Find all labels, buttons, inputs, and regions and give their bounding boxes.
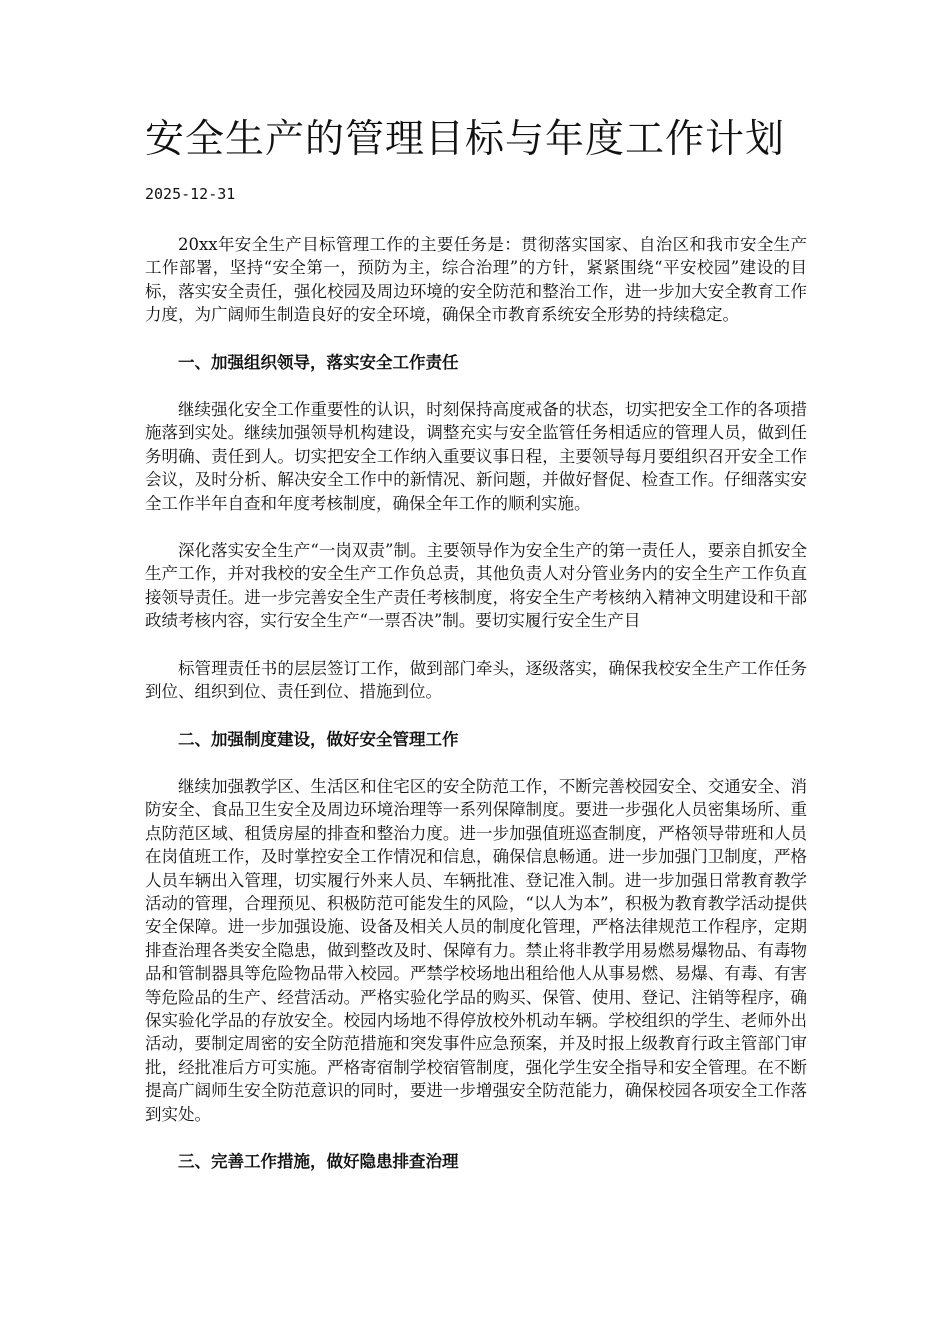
- section-heading: 三、完善工作措施，做好隐患排查治理: [178, 1152, 459, 1171]
- body-paragraph: 标管理责任书的层层签订工作，做到部门牵头，逐级落实，确保我校安全生产工作任务到位、组织到位、责任到位、措施到位。: [145, 658, 807, 702]
- section-heading: 二、加强制度建设，做好安全管理工作: [178, 729, 459, 749]
- body-paragraph: 继续加强教学区、生活区和住宅区的安全防范工作，不断完善校园安全、交通安全、消防安全、食品卫生安全及周边环境治理等一系列保障制度。要进一步强化人员密集场所、重点防范区域、租赁房屋的排查和整治力度。进一步加强值班巡查制度，严格领导带班和人员在岗值班工作，及时掌控安全工作情况和信息，确保信息畅通。进一步加强门卫制度，严格人员车辆出入管理，切实履行外来人员、车辆批准、登记准入制。进一步加强日常教育教学活动的管理，合理预见、积极防范可能发生的风险，“以人为本”，积极为教育教学活动提供安全保障。进一步加强设施、设备及相关人员的制度化管理，严格法律规范工作程序，定期排查治理各类安全隐患，做到整改及时、保障有力。禁止将非教学用易燃易爆物品、有毒物品和管制器具等危险物品带入校园。严禁学校场地出租给他人从事易燃、易爆、有毒、有害等危险品的生产、经营活动。严格实验化学品的购买、保管、使用、登记、注销等程序，确保实验化学品的存放安全。校园内场地不得停放校外机动车辆。学校组织的学生、老师外出活动，要制定周密的安全防范措施和突发事件应急预案，并及时报上级教育行政主管部门审批，经批准后方可实施。严格寄宿制学校宿管制度，强化学生安全指导和安全管理。在不断提高广阔师生安全防范意识的同时，要进一步增强安全防范能力，确保校园各项安全工作落到实处。: [145, 776, 807, 1124]
- document-title: 安全生产的管理目标与年度工作计划: [145, 117, 786, 162]
- document-page: [145, 112, 807, 1197]
- body-paragraph: 20xx年安全生产目标管理工作的主要任务是：贯彻落实国家、自治区和我市安全生产工作部署，坚持“安全第一，预防为主，综合治理”的方针，紧紧围绕“平安校园”建设的目标，落实安全责任，强化校园及周边环境的安全防范和整治工作，进一步加大安全教育工作力度，为广阔师生制造良好的安全环境，确保全市教育系统安全形势的持续稳定。: [145, 235, 807, 325]
- document-date: 2025-12-31: [145, 185, 236, 203]
- body-paragraph: 继续强化安全工作重要性的认识，时刻保持高度戒备的状态，切实把安全工作的各项措施落到实处。继续加强领导机构建设，调整充实与安全监管任务相适应的管理人员，做到任务明确、责任到人。切实把安全工作纳入重要议事日程，主要领导每月要组织召开安全工作会议，及时分析、解决安全工作中的新情况、新问题，并做好督促、检查工作。仔细落实安全工作半年自查和年度考核制度，确保全年工作的顺利实施。: [145, 400, 807, 513]
- document-body: [145, 233, 807, 1173]
- section-heading: 一、加强组织领导，落实安全工作责任: [178, 352, 459, 372]
- body-paragraph: 深化落实安全生产“一岗双责”制。主要领导作为安全生产的第一责任人，要亲自抓安全生产工作，并对我校的安全生产工作负总责，其他负责人对分管业务内的安全生产工作负直接领导责任。进一步完善安全生产责任考核制度，将安全生产考核纳入精神文明建设和干部政绩考核内容，实行安全生产“一票否决”制。要切实履行安全生产目: [145, 541, 807, 631]
